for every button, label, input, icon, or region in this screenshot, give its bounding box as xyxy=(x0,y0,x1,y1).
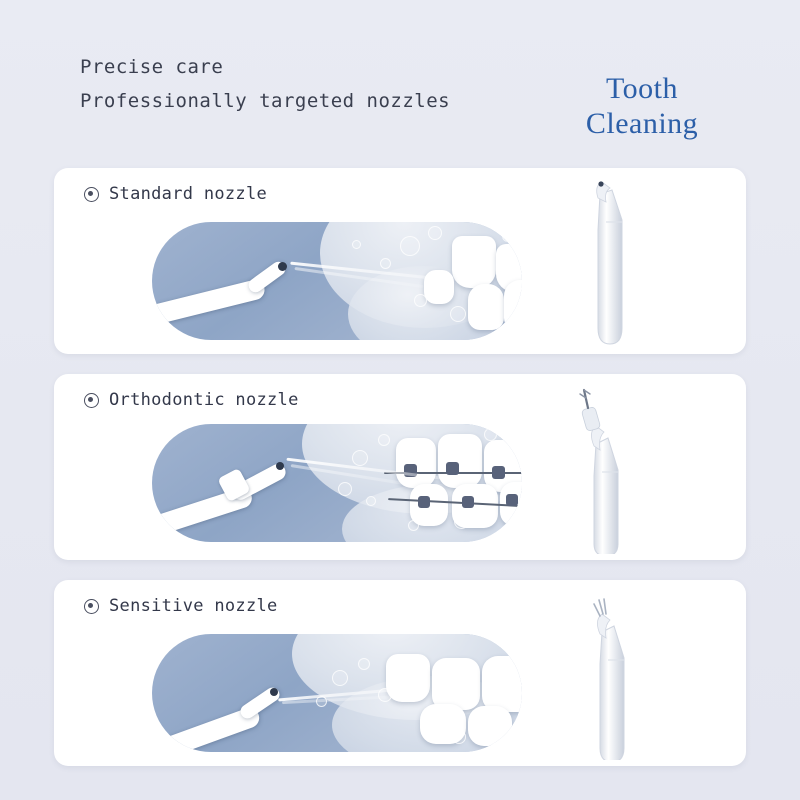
card-accent xyxy=(54,374,57,560)
brand-title xyxy=(532,72,752,141)
orthodontic-nozzle-product xyxy=(536,384,686,554)
card-title-row xyxy=(84,596,278,616)
orthodontic-nozzle-illustration xyxy=(152,424,522,542)
page-header xyxy=(0,0,800,158)
card-title-orthodontic: Orthodontic nozzle xyxy=(109,390,299,410)
headline-primary: Precise care xyxy=(80,56,224,78)
circle-dot-icon xyxy=(84,187,99,202)
card-title-standard: Standard nozzle xyxy=(109,184,268,204)
circle-dot-icon xyxy=(84,599,99,614)
brand-title-line-2: Cleaning xyxy=(585,106,699,140)
card-sensitive-nozzle[interactable] xyxy=(54,580,746,766)
card-accent xyxy=(54,580,57,766)
headline-block xyxy=(80,56,450,112)
card-standard-nozzle[interactable] xyxy=(54,168,746,354)
circle-dot-icon xyxy=(84,393,99,408)
sensitive-nozzle-illustration xyxy=(152,634,522,752)
sensitive-nozzle-product xyxy=(536,590,686,760)
card-accent xyxy=(54,168,57,354)
standard-nozzle-product xyxy=(536,178,686,348)
card-title-row xyxy=(84,390,299,410)
card-title-sensitive: Sensitive nozzle xyxy=(109,596,278,616)
card-title-row xyxy=(84,184,267,204)
headline-secondary: Professionally targeted nozzles xyxy=(80,90,451,112)
card-orthodontic-nozzle[interactable] xyxy=(54,374,746,560)
brand-title-line-1: Tooth xyxy=(605,72,679,105)
standard-nozzle-illustration xyxy=(152,222,522,340)
